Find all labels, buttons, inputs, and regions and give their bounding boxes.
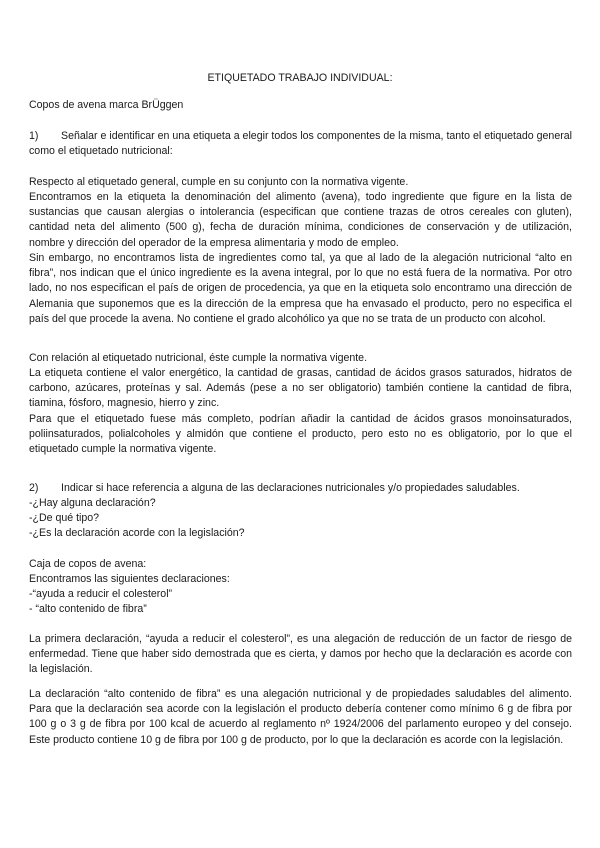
question-2	[29, 481, 572, 496]
question-1-number: 1)	[29, 130, 39, 142]
question-2-text: Indicar si hace referencia a alguna de las declaraciones nutricionales y/o propiedades saludables.	[61, 482, 520, 494]
nutritional-paragraph-3: Para que el etiquetado fuese más completo, podrían añadir la cantidad de ácidos grasos monoinsaturados, poliinsaturados, polialcoholes y almidón que contiene el producto, pero esto no es obligatorio, por lo que el etiquetado cumple la normativa vigente.	[29, 413, 572, 456]
question-2-sub-3: -¿Es la declaración acorde con la legislación?	[29, 527, 245, 539]
analysis-paragraph-1: La primera declaración, “ayuda a reducir el colesterol”, es una alegación de reducción de un factor de riesgo de enfermedad. Tiene que haber sido demostrada que es cierta, y damos por hecho que la declaración es acorde con la legislación.	[29, 633, 572, 676]
general-paragraph-3: Sin embargo, no encontramos lista de ingredientes como tal, ya que al lado de la alegación nutricional “alto en fibra”, nos indican que el único ingrediente es la avena integral, por lo que no está fuera de la normativa. Por otro lado, no nos especifican el país de origen de procedencia, ya que en la etiqueta solo encontramo una dirección de Alemania que suponemos que es la dirección de la empresa que ha envasado el producto, pero no especifica el país del que procede la avena. No contiene el grado alcohólico ya que no se trata de un producto con alcohol.	[29, 252, 572, 325]
analysis-paragraph-2: La declaración “alto contenido de fibra” es una alegación nutricional y de propiedades saludables del alimento. Para que la declaración sea acorde con la legislación el producto debería contener como mínimo 6 g de fibra por 100 g o 3 g de fibra por 100 kcal de acuerdo al reglamento nº 1924/2006 del parlamento europeo y del consejo. Este producto contiene 10 g de fibra por 100 g de producto, por lo que la declaración es acorde con la legislación.	[29, 688, 572, 746]
box-item-2: - “alto contenido de fibra”	[29, 603, 147, 615]
product-name: Copos de avena marca BrÜggen	[29, 99, 184, 111]
general-paragraph-1: Respecto al etiquetado general, cumple en su conjunto con la normativa vigente.	[29, 176, 409, 188]
question-2-sub-2: -¿De qué tipo?	[29, 512, 100, 524]
box-intro: Encontramos las siguientes declaraciones:	[29, 573, 230, 585]
question-1	[29, 129, 572, 159]
document-title: ETIQUETADO TRABAJO INDIVIDUAL:	[207, 72, 393, 84]
question-2-sub-1: -¿Hay alguna declaración?	[29, 497, 156, 509]
question-2-number: 2)	[29, 482, 39, 494]
box-item-1: -“ayuda a reducir el colesterol”	[29, 588, 173, 600]
general-paragraph-2: Encontramos en la etiqueta la denominación del alimento (avena), todo ingrediente que figure en la lista de sustancias que causan alergias o intolerancia (especifican que contiene trazas de otros cereales con gluten), cantidad neta del alimento (500 g), fecha de duración mínima, condiciones de conservación y de utilización, nombre y dirección del operador de la empresa alimentaria y modo de empleo.	[29, 191, 572, 249]
question-1-text: Señalar e identificar en una etiqueta a elegir todos los componentes de la misma, tanto el etiquetado general como el etiquetado nutricional:	[29, 130, 572, 158]
nutritional-paragraph-1: Con relación al etiquetado nutricional, éste cumple la normativa vigente.	[29, 352, 368, 364]
nutritional-paragraph-2: La etiqueta contiene el valor energético, la cantidad de grasas, cantidad de ácidos grasos saturados, hidratos de carbono, azúcares, proteínas y sal. Además (pese a no ser obligatorio) también contiene la cantidad de fibra, tiamina, fósforo, magnesio, hierro y zinc.	[29, 367, 572, 410]
box-heading: Caja de copos de avena:	[29, 558, 147, 570]
